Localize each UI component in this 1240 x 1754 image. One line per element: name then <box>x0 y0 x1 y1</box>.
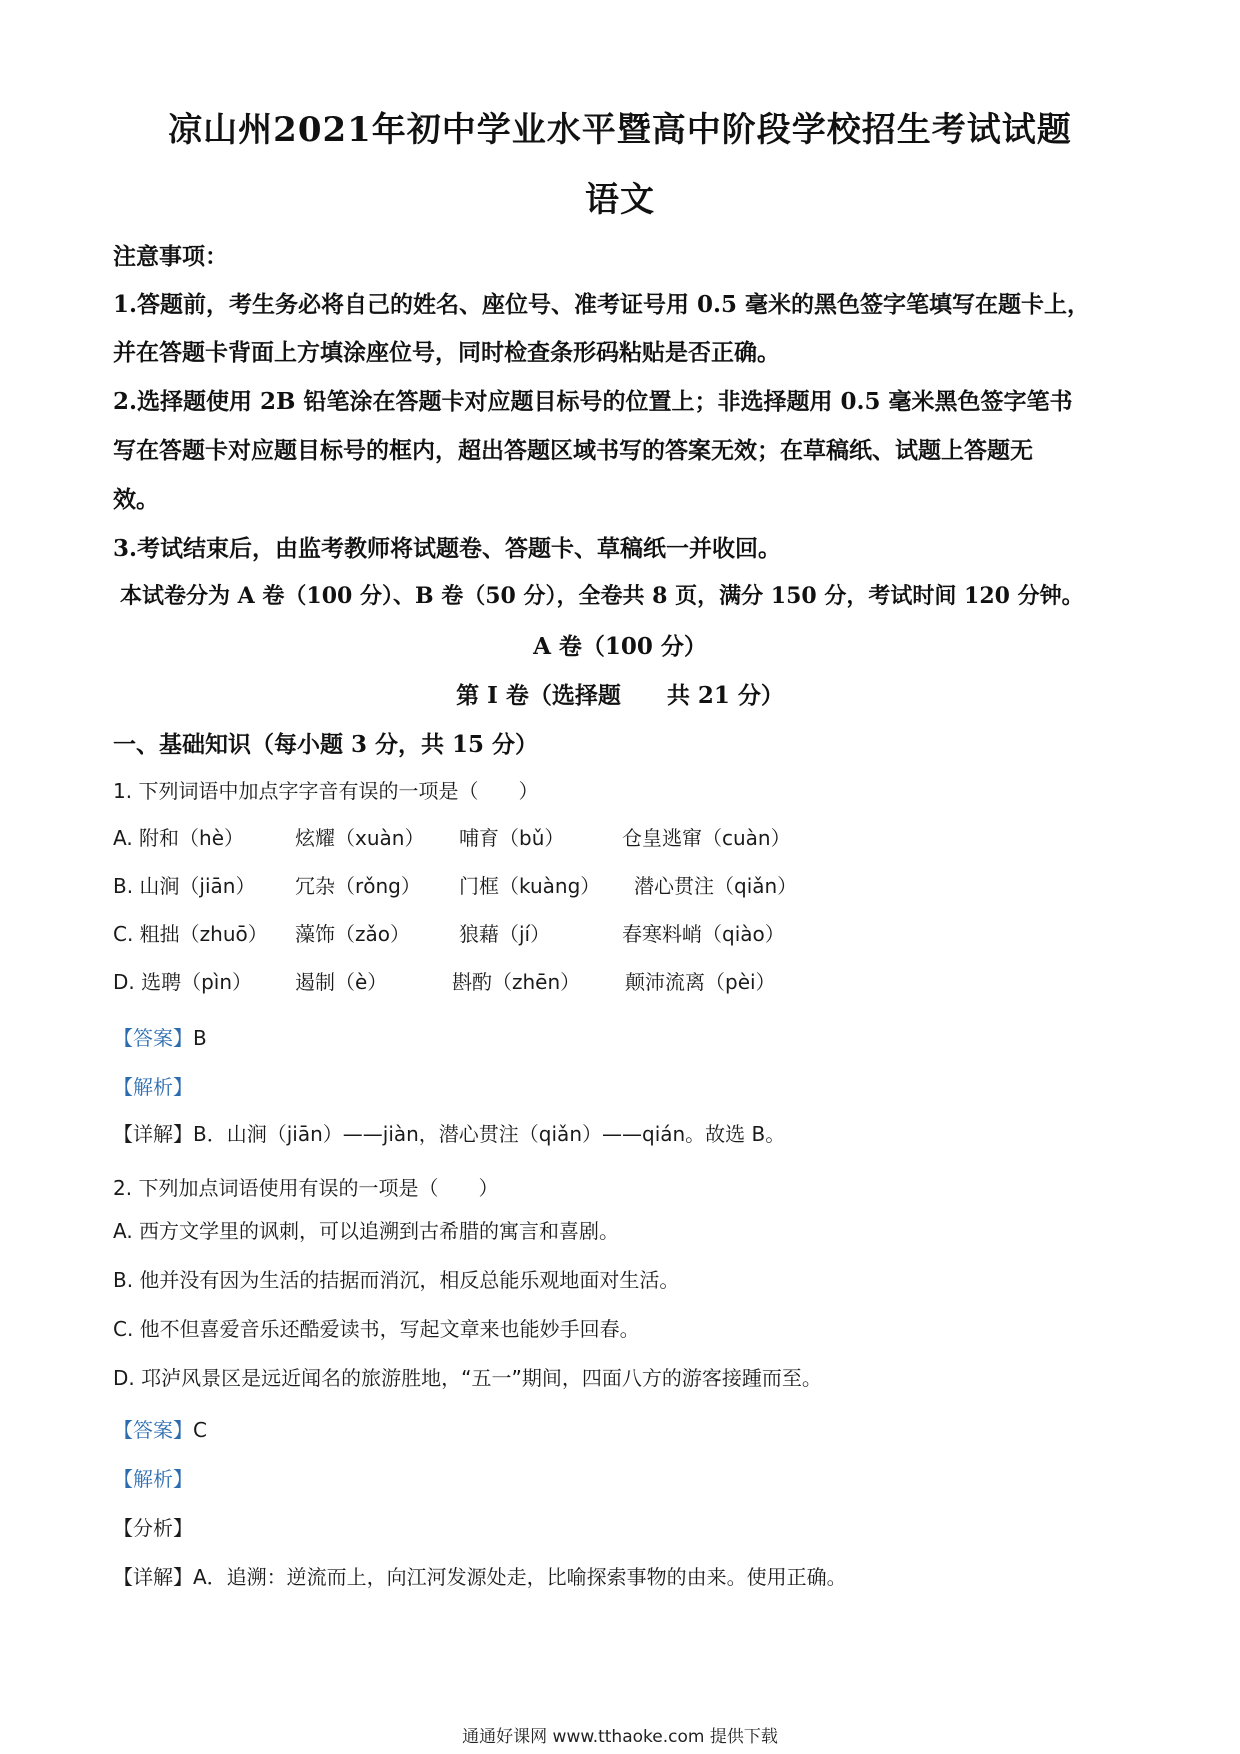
option-item: D. 选聘（pìn） <box>113 970 253 994</box>
notice-line: 并在答题卡背面上方填涂座位号，同时检查条形码粘贴是否正确。 <box>113 339 780 366</box>
answer-line <box>113 1022 207 1051</box>
answer-value: C <box>193 1418 207 1442</box>
option-item: C. 粗拙（zhuō） <box>113 922 268 946</box>
question-stem: 2. 下列加点词语使用有误的一项是（ ） <box>113 1176 499 1200</box>
notice-line: 写在答题卡对应题目标号的框内，超出答题区域书写的答案无效；在草稿纸、试题上答题无 <box>113 437 1033 464</box>
option-item: 仓皇逃窜（cuàn） <box>622 826 791 850</box>
notice-line: 1.答题前，考生务必将自己的姓名、座位号、准考证号用 0.5 毫米的黑色签字笔填写在题卡上， <box>113 291 1091 318</box>
option-item: A. 西方文学里的讽刺，可以追溯到古希腊的寓言和喜剧。 <box>113 1219 620 1243</box>
option-item: 遏制（è） <box>295 970 388 994</box>
detail-text: 【详解】A．追溯：逆流而上，向江河发源处走，比喻探索事物的由来。使用正确。 <box>113 1565 847 1589</box>
notice-line: 3.考试结束后，由监考教师将试题卷、答题卡、草稿纸一并收回。 <box>113 535 782 562</box>
option-item: D. 邛泸风景区是远近闻名的旅游胜地，“五一”期间，四面八方的游客接踵而至。 <box>113 1366 822 1390</box>
part1-heading: 第 I 卷（选择题 共 21 分） <box>456 682 784 709</box>
exam-title: 凉山州2021年初中学业水平暨高中阶段学校招生考试试题 <box>168 110 1072 150</box>
footer-watermark: 通通好课网 www.tthaoke.com 提供下载 <box>462 1727 778 1747</box>
answer-tag: 【答案】 <box>113 1418 193 1442</box>
option-item: 炫耀（xuàn） <box>295 826 425 850</box>
option-item: 颠沛流离（pèi） <box>625 970 776 994</box>
option-item: B. 山涧（jiān） <box>113 874 256 898</box>
option-item: A. 附和（hè） <box>113 826 245 850</box>
option-item: 藻饰（zǎo） <box>295 922 410 946</box>
option-item: 冗杂（rǒng） <box>295 874 421 898</box>
answer-line <box>113 1414 207 1443</box>
fenxi-tag: 【分析】 <box>113 1516 193 1540</box>
notice-line: 2.选择题使用 2B 铅笔涂在答题卡对应题目标号的位置上；非选择题用 0.5 毫米黑色签字笔书 <box>113 388 1073 415</box>
notice-line: 效。 <box>113 486 159 513</box>
answer-value: B <box>193 1026 207 1050</box>
question-stem: 1. 下列词语中加点字字音有误的一项是（ ） <box>113 779 539 803</box>
answer-tag: 【答案】 <box>113 1026 193 1050</box>
notice-heading: 注意事项： <box>113 243 228 270</box>
option-item: C. 他不但喜爱音乐还酷爱读书，写起文章来也能妙手回春。 <box>113 1317 640 1341</box>
section1-heading: 一、基础知识（每小题 3 分，共 15 分） <box>113 731 539 758</box>
section-a-heading: A 卷（100 分） <box>533 633 707 660</box>
option-item: 潜心贯注（qiǎn） <box>634 874 798 898</box>
analysis-tag: 【解析】 <box>113 1467 193 1491</box>
option-item: 门框（kuàng） <box>459 874 601 898</box>
option-item: B. 他并没有因为生活的拮据而消沉，相反总能乐观地面对生活。 <box>113 1268 680 1292</box>
option-item: 斟酌（zhēn） <box>452 970 581 994</box>
detail-text: 【详解】B．山涧（jiān）——jiàn，潜心贯注（qiǎn）——qián。故选 B。 <box>113 1122 786 1146</box>
option-item: 哺育（bǔ） <box>459 826 565 850</box>
subject-title: 语文 <box>585 180 655 220</box>
option-item: 春寒料峭（qiào） <box>622 922 785 946</box>
exam-summary: 本试卷分为 A 卷（100 分）、B 卷（50 分），全卷共 8 页，满分 150 分，考试时间 120 分钟。 <box>120 583 1084 609</box>
analysis-tag: 【解析】 <box>113 1075 193 1099</box>
option-item: 狼藉（jí） <box>459 922 551 946</box>
